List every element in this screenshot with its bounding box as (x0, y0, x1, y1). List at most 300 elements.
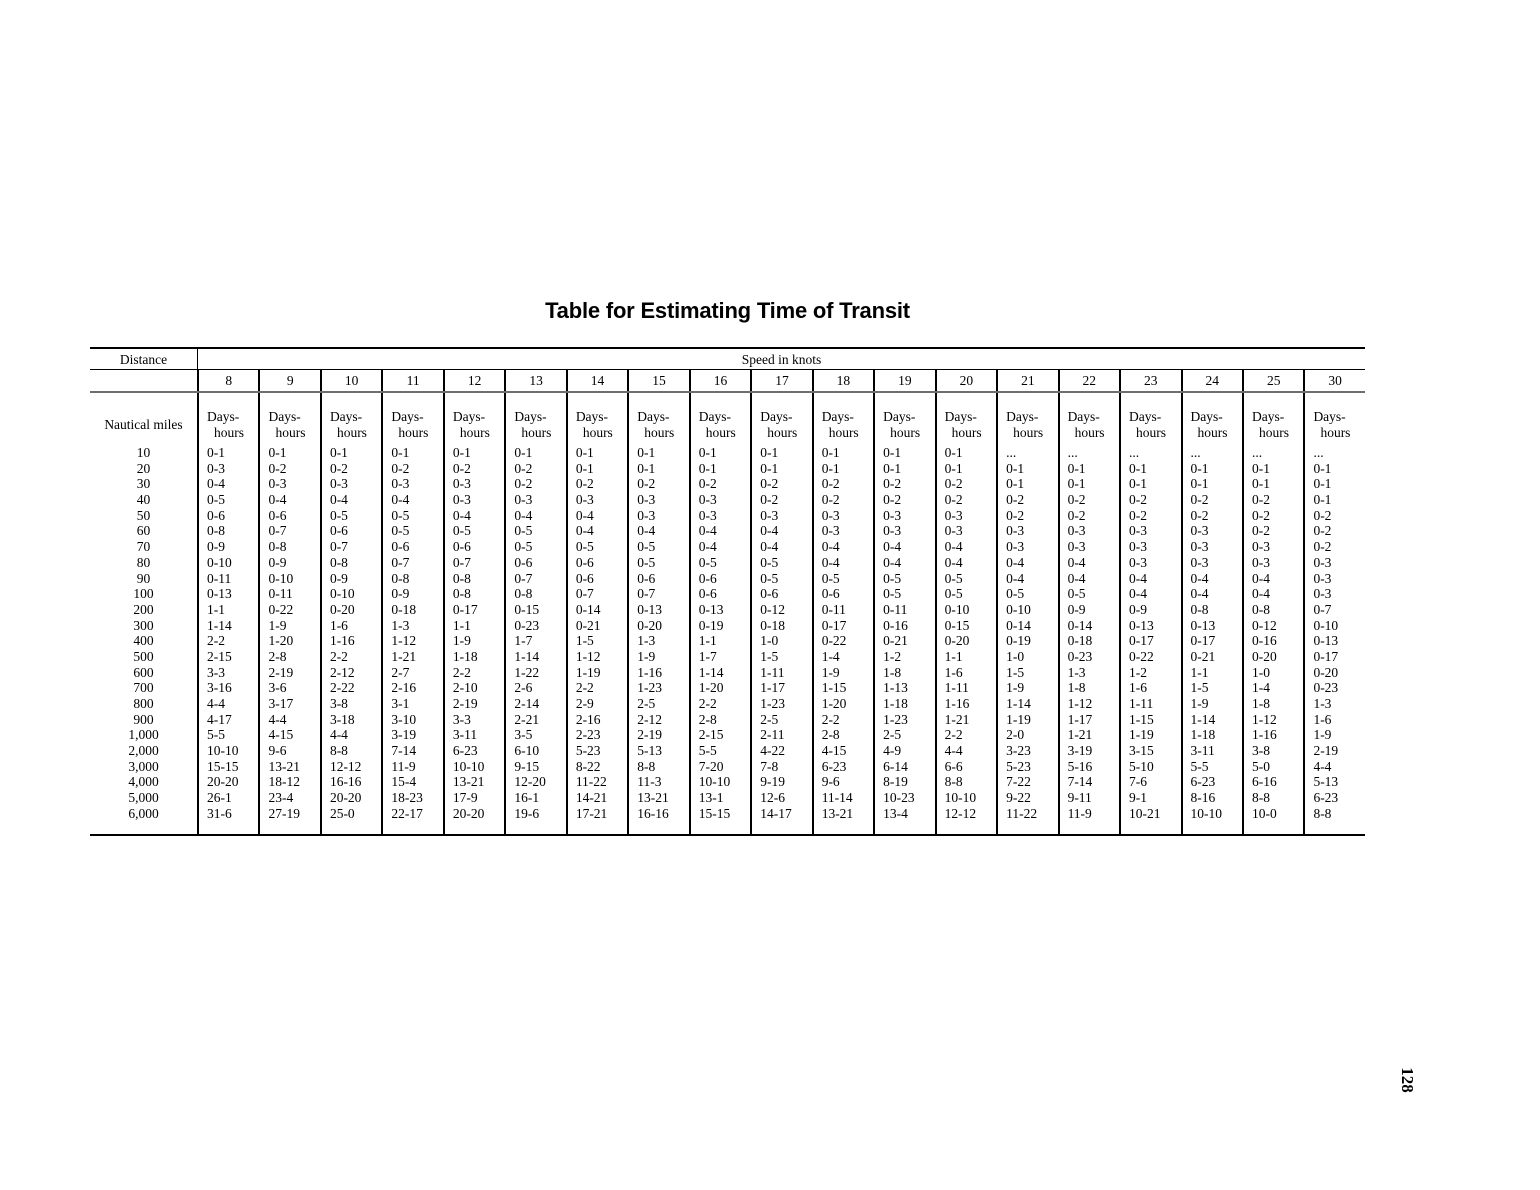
distance-row-label: 100 (133, 586, 154, 602)
transit-time-cell: 2-8 (268, 648, 287, 664)
transit-time-cell: 10-10 (207, 743, 239, 759)
transit-time-cell: 2-2 (698, 696, 717, 711)
distance-row-label: 20 (136, 460, 151, 476)
transit-time-cell: 2-0 (1006, 727, 1025, 743)
transit-time-cell: 0-6 (698, 586, 717, 602)
distance-row-label: 500 (133, 648, 154, 664)
transit-time-cell: 1-9 (637, 648, 656, 664)
table-header-row (90, 347, 1365, 370)
speed-column (1058, 393, 1119, 834)
transit-time-cell: 10-10 (698, 774, 731, 790)
transit-time-cell: 0-8 (1251, 601, 1270, 617)
distance-row-label: 900 (133, 711, 154, 727)
transit-time-cell: 0-5 (637, 554, 656, 570)
transit-time-cell: 2-14 (514, 696, 540, 711)
transit-time-cell: 0-20 (1313, 664, 1339, 680)
transit-time-cell: 0-2 (944, 476, 963, 492)
transit-time-cell: 11-22 (575, 774, 607, 790)
speed-column-header: 15 (627, 370, 688, 391)
transit-time-cell: 0-23 (514, 617, 540, 633)
transit-time-cell: 0-5 (391, 523, 410, 539)
transit-time-cell: 0-23 (1067, 648, 1093, 664)
page-title: Table for Estimating Time of Transit (545, 298, 910, 323)
transit-time-cell: 3-1 (391, 696, 410, 711)
transit-time-cell: 0-1 (698, 445, 717, 460)
transit-time-cell: 4-4 (268, 711, 287, 727)
transit-time-cell: 2-2 (821, 711, 840, 727)
days-label: Days- (514, 409, 547, 424)
speed-column (381, 393, 442, 834)
transit-time-cell: 0-14 (575, 601, 601, 617)
distance-row-label: 80 (136, 554, 151, 570)
transit-time-cell: 0-7 (268, 523, 287, 539)
transit-time-cell: 0-4 (1067, 570, 1086, 586)
transit-time-cell: 0-3 (1067, 523, 1086, 539)
transit-time-cell: 0-1 (760, 445, 779, 460)
speed-column (1119, 393, 1180, 834)
transit-time-cell: 6-6 (944, 758, 963, 774)
transit-time-cell: 10-0 (1251, 805, 1277, 821)
transit-time-cell: 0-1 (944, 460, 963, 476)
transit-time-cell: 2-19 (1313, 743, 1339, 759)
transit-time-cell: 0-1 (883, 460, 902, 476)
transit-time-cell: 0-2 (883, 476, 902, 492)
transit-time-cell: 3-18 (329, 711, 355, 727)
days-label: Days- (207, 409, 240, 424)
transit-time-cell: 0-17 (821, 617, 847, 633)
days-label: Days- (944, 409, 977, 424)
transit-time-cell: 0-12 (760, 601, 785, 617)
transit-time-cell: 8-8 (944, 774, 963, 790)
transit-time-cell: 0-5 (944, 570, 963, 586)
transit-time-cell: 0-3 (452, 476, 471, 492)
speed-column (1181, 393, 1242, 834)
transit-time-cell: 0-2 (514, 476, 533, 492)
days-label: Days- (1129, 409, 1162, 424)
transit-time-cell: 13-4 (883, 805, 908, 821)
transit-time-cell: 9-6 (821, 774, 840, 790)
transit-time-cell: 3-8 (1251, 743, 1270, 759)
transit-time-cell: 0-3 (1067, 539, 1086, 555)
transit-time-cell: 0-11 (207, 570, 232, 586)
transit-time-cell: 5-5 (1190, 758, 1209, 774)
transit-time-cell: 2-2 (207, 633, 225, 649)
transit-time-cell: 4-9 (883, 743, 902, 759)
transit-time-cell: 0-16 (1251, 633, 1277, 649)
distance-row-label: 90 (136, 570, 151, 586)
transit-time-cell: 0-21 (1190, 648, 1216, 664)
speed-in-knots-header: Speed in knots (197, 349, 1365, 369)
transit-time-cell: 2-2 (944, 727, 963, 743)
transit-time-cell: 0-3 (883, 523, 902, 539)
transit-time-cell: 6-23 (452, 743, 478, 759)
transit-time-cell: 6-23 (821, 758, 847, 774)
transit-time-cell: 1-21 (1067, 727, 1093, 743)
transit-time-cell: 1-3 (1313, 696, 1332, 711)
transit-time-cell: ... (1190, 445, 1201, 460)
days-label: Days- (452, 409, 486, 424)
transit-time-cell: 2-10 (452, 680, 478, 696)
speed-column-header: 17 (750, 370, 811, 391)
transit-time-cell: 1-12 (1251, 711, 1277, 727)
speed-column-header: 9 (258, 370, 319, 391)
speed-column (935, 393, 996, 834)
transit-time-cell: 1-0 (1251, 664, 1270, 680)
transit-time-cell: 0-1 (637, 445, 656, 460)
transit-time-cell: 0-1 (391, 445, 410, 460)
transit-time-cell: 16-16 (637, 805, 669, 821)
transit-time-cell: 3-10 (391, 711, 417, 727)
transit-time-cell: 10-10 (944, 790, 977, 806)
speed-column (689, 393, 750, 834)
speed-column (258, 393, 319, 834)
transit-time-cell: 0-4 (698, 539, 717, 555)
transit-time-cell: 0-2 (883, 492, 902, 508)
transit-time-cell: 0-2 (821, 492, 840, 508)
transit-time-cell: 0-3 (1251, 554, 1270, 570)
transit-time-cell: 0-1 (1129, 460, 1148, 476)
transit-time-cell: 1-0 (1006, 648, 1025, 664)
transit-time-cell: 1-1 (944, 648, 963, 664)
transit-time-cell: 1-15 (821, 680, 847, 696)
transit-time-cell: 18-12 (268, 774, 300, 790)
hours-label: hours (1258, 424, 1289, 440)
speed-column (197, 393, 258, 834)
speed-column (812, 393, 873, 834)
transit-time-cell: 0-17 (1190, 633, 1216, 649)
transit-time-cell: 0-2 (1313, 523, 1332, 539)
hours-label: hours (336, 424, 367, 440)
transit-time-cell: 0-3 (698, 492, 717, 508)
transit-time-cell: 0-2 (452, 460, 471, 476)
transit-time-cell: 1-5 (1190, 680, 1209, 696)
transit-time-cell: 4-4 (329, 727, 348, 743)
transit-time-cell: 8-8 (1313, 805, 1332, 821)
transit-time-cell: 0-1 (1190, 476, 1209, 492)
transit-time-cell: 0-13 (1190, 617, 1216, 633)
transit-time-cell: 3-17 (268, 696, 294, 711)
transit-time-cell: 0-6 (760, 586, 779, 602)
hours-label: hours (1074, 424, 1105, 440)
transit-time-cell: 0-5 (821, 570, 840, 586)
transit-time-cell: 26-1 (207, 790, 232, 806)
transit-time-cell: 0-1 (1251, 476, 1270, 492)
transit-time-cell: 1-3 (391, 617, 410, 633)
transit-time-cell: 5-16 (1067, 758, 1093, 774)
transit-time-cell: 1-20 (821, 696, 847, 711)
speed-column-header: 18 (812, 370, 873, 391)
transit-time-cell: 1-14 (698, 664, 724, 680)
transit-time-cell: 8-22 (575, 758, 601, 774)
transit-time-cell: 1-19 (1006, 711, 1031, 727)
transit-time-cell: 8-8 (329, 743, 348, 759)
hours-label: hours (1013, 424, 1044, 440)
transit-time-cell: 0-9 (1129, 601, 1148, 617)
transit-time-cell: 0-20 (1251, 648, 1277, 664)
days-label: Days- (329, 409, 363, 424)
transit-time-cell: 11-9 (1067, 805, 1092, 821)
transit-time-cell: 9-6 (268, 743, 287, 759)
transit-time-cell: 0-6 (575, 554, 594, 570)
transit-time-cell: 0-3 (207, 460, 225, 476)
transit-time-cell: 1-5 (1006, 664, 1025, 680)
transit-time-cell: 3-19 (1067, 743, 1093, 759)
transit-time-cell: 3-16 (207, 680, 232, 696)
transit-time-cell: 2-15 (207, 648, 232, 664)
transit-time-cell: 0-4 (821, 554, 840, 570)
transit-time-cell: 0-5 (883, 570, 902, 586)
transit-time-cell: 0-2 (1067, 507, 1086, 523)
transit-time-cell: 0-15 (514, 601, 540, 617)
transit-time-cell: 2-5 (883, 727, 902, 743)
transit-time-cell: 0-4 (760, 523, 779, 539)
transit-time-cell: 0-8 (268, 539, 287, 555)
transit-time-cell: 0-19 (1006, 633, 1031, 649)
transit-time-cell: 0-22 (268, 601, 294, 617)
transit-time-cell: 0-20 (329, 601, 355, 617)
transit-time-cell: 0-4 (452, 507, 471, 523)
transit-time-cell: 0-3 (1251, 539, 1270, 555)
transit-time-cell: 1-7 (514, 633, 533, 649)
distance-column (90, 393, 197, 834)
transit-time-cell: 0-4 (1006, 570, 1025, 586)
transit-time-cell: 0-2 (268, 460, 287, 476)
transit-time-cell: 1-15 (1129, 711, 1154, 727)
days-label: Days- (821, 409, 854, 424)
transit-time-cell: 1-23 (637, 680, 663, 696)
transit-time-cell: 0-4 (1129, 570, 1148, 586)
transit-time-cell: 0-4 (329, 492, 348, 508)
transit-time-cell: 0-9 (391, 586, 410, 602)
transit-time-cell: 0-2 (1190, 492, 1209, 508)
transit-time-cell: 0-4 (1251, 586, 1270, 602)
transit-time-cell: 0-2 (1129, 492, 1148, 508)
transit-time-cell: 4-4 (944, 743, 963, 759)
distance-row-label: 40 (136, 492, 151, 508)
speed-column-header: 13 (504, 370, 565, 391)
distance-row-label: 1,000 (128, 727, 159, 743)
transit-time-cell: 2-7 (391, 664, 410, 680)
transit-time-cell: 0-3 (821, 507, 840, 523)
days-label: Days- (1067, 409, 1100, 424)
transit-time-cell: 0-14 (1006, 617, 1031, 633)
transit-time-cell: 13-21 (268, 758, 300, 774)
speed-column (443, 393, 504, 834)
transit-time-cell: 10-23 (883, 790, 915, 806)
hours-label: hours (521, 424, 552, 440)
distance-row-label: 3,000 (128, 758, 159, 774)
speed-column-header: 16 (689, 370, 750, 391)
transit-time-cell: 3-3 (207, 664, 225, 680)
speed-column (627, 393, 688, 834)
hours-label: hours (767, 424, 798, 440)
transit-time-cell: 1-7 (698, 648, 717, 664)
transit-time-cell: 3-11 (1190, 743, 1215, 759)
transit-time-cell: 1-17 (760, 680, 785, 696)
hours-label: hours (214, 424, 244, 440)
transit-time-cell: 1-14 (207, 617, 232, 633)
transit-time-cell: 0-1 (1313, 460, 1332, 476)
speed-number-row (90, 370, 1365, 393)
transit-time-cell: ... (1313, 445, 1324, 460)
transit-time-cell: 1-1 (452, 617, 471, 633)
transit-time-cell: 0-4 (944, 539, 963, 555)
distance-row-label: 400 (133, 633, 154, 649)
transit-time-cell: 16-1 (514, 790, 540, 806)
distance-row-label: 6,000 (128, 805, 159, 821)
hours-label: hours (644, 424, 675, 440)
transit-time-cell: 2-2 (452, 664, 471, 680)
transit-time-cell: 0-2 (391, 460, 410, 476)
transit-time-cell: 1-18 (883, 696, 908, 711)
transit-time-cell: 0-6 (391, 539, 410, 555)
transit-time-cell: 1-11 (760, 664, 785, 680)
transit-time-cell: 0-2 (760, 492, 779, 508)
transit-time-cell: 0-6 (637, 570, 656, 586)
transit-time-cell: 2-2 (575, 680, 594, 696)
transit-time-cell: 6-23 (1190, 774, 1216, 790)
speed-column (320, 393, 381, 834)
transit-time-cell: 1-9 (268, 617, 287, 633)
transit-time-cell: 1-18 (452, 648, 478, 664)
transit-time-cell: 0-1 (452, 445, 471, 460)
transit-time-cell: 4-15 (268, 727, 294, 743)
transit-time-cell: 4-22 (760, 743, 785, 759)
transit-time-cell: 0-2 (698, 476, 717, 492)
speed-column-header: 23 (1119, 370, 1180, 391)
transit-time-cell: 0-7 (514, 570, 533, 586)
transit-time-cell: 4-4 (207, 696, 225, 711)
transit-time-cell: 1-6 (944, 664, 963, 680)
transit-time-cell: 0-3 (1129, 523, 1148, 539)
transit-time-cell: 0-10 (207, 554, 232, 570)
transit-time-cell: 3-6 (268, 680, 287, 696)
transit-time-cell: 13-1 (698, 790, 724, 806)
transit-time-cell: 1-3 (637, 633, 656, 649)
transit-time-cell: 0-5 (698, 554, 717, 570)
transit-time-cell: 6-10 (514, 743, 540, 759)
transit-time-cell: 3-23 (1006, 743, 1031, 759)
transit-time-cell: 6-16 (1251, 774, 1277, 790)
transit-time-cell: 1-1 (698, 633, 717, 649)
transit-time-cell: 7-22 (1006, 774, 1031, 790)
transit-time-cell: 0-3 (329, 476, 348, 492)
days-label: Days- (1313, 409, 1346, 424)
transit-time-cell: 0-4 (1190, 570, 1209, 586)
distance-row-label: 4,000 (128, 774, 159, 790)
days-label: Days- (1190, 409, 1223, 424)
transit-time-cell: 0-3 (1129, 554, 1148, 570)
transit-time-cell: 0-2 (1006, 507, 1025, 523)
transit-time-cell: 0-7 (1313, 601, 1332, 617)
transit-time-cell: 0-7 (452, 554, 471, 570)
transit-time-cell: 0-2 (1313, 507, 1332, 523)
transit-time-cell: 1-14 (1006, 696, 1031, 711)
transit-time-cell: 17-21 (575, 805, 608, 821)
transit-time-cell: 2-11 (760, 727, 785, 743)
transit-time-cell: 1-22 (514, 664, 540, 680)
transit-time-cell: 13-21 (637, 790, 669, 806)
transit-time-cell: 0-15 (944, 617, 970, 633)
transit-time-cell: 0-5 (514, 539, 533, 555)
transit-time-cell: 7-14 (1067, 774, 1093, 790)
transit-time-cell: 0-5 (760, 570, 779, 586)
transit-time-cell: 0-4 (514, 507, 533, 523)
transit-time-cell: 2-23 (575, 727, 601, 743)
transit-time-cell: 1-8 (883, 664, 902, 680)
transit-time-cell: 0-17 (1129, 633, 1154, 649)
transit-time-cell: 2-12 (637, 711, 663, 727)
hours-label: hours (828, 424, 859, 440)
transit-time-cell: 0-5 (637, 539, 656, 555)
transit-time-cell: 10-10 (452, 758, 485, 774)
transit-time-cell: 2-8 (821, 727, 840, 743)
hours-label: hours (890, 424, 921, 440)
transit-time-cell: 0-1 (268, 445, 287, 460)
transit-time-cell: 0-3 (391, 476, 410, 492)
transit-time-cell: 0-22 (1129, 648, 1154, 664)
transit-time-cell: 0-1 (329, 445, 348, 460)
transit-time-cell: 0-5 (760, 554, 779, 570)
hours-label: hours (398, 424, 429, 440)
transit-time-cell: 15-4 (391, 774, 417, 790)
transit-time-cell: 0-12 (1251, 617, 1277, 633)
transit-time-cell: 17-9 (452, 790, 478, 806)
transit-time-cell: 4-15 (821, 743, 847, 759)
transit-time-cell: 0-1 (207, 445, 225, 460)
hours-label: hours (1136, 424, 1167, 440)
transit-time-cell: 0-9 (329, 570, 348, 586)
transit-time-cell: 0-13 (1129, 617, 1154, 633)
transit-time-cell: 9-19 (760, 774, 785, 790)
transit-time-cell: 12-6 (760, 790, 785, 806)
transit-time-cell: 4-4 (1313, 758, 1332, 774)
transit-time-cell: 1-9 (1313, 727, 1332, 743)
transit-time-cell: 0-13 (637, 601, 663, 617)
transit-time-cell: 7-14 (391, 743, 417, 759)
transit-time-cell: 27-19 (268, 805, 300, 821)
transit-time-cell: 2-5 (760, 711, 779, 727)
days-label: Days- (760, 409, 793, 424)
transit-time-cell: 7-20 (698, 758, 724, 774)
transit-time-cell: 0-4 (575, 523, 594, 539)
speed-column-header: 10 (320, 370, 381, 391)
transit-time-cell: 0-1 (575, 460, 594, 476)
transit-time-cell: 0-9 (268, 554, 287, 570)
transit-time-cell: 0-6 (268, 507, 287, 523)
transit-time-cell: 2-21 (514, 711, 540, 727)
transit-time-cell: 12-20 (514, 774, 546, 790)
transit-time-cell: 0-2 (514, 460, 533, 476)
transit-time-cell: 3-5 (514, 727, 533, 743)
transit-time-cell: 1-0 (760, 633, 779, 649)
transit-time-cell: 1-14 (1190, 711, 1216, 727)
speed-column-header: 20 (935, 370, 996, 391)
transit-time-cell: 1-20 (268, 633, 294, 649)
transit-time-cell: 0-4 (883, 554, 902, 570)
transit-time-cell: 0-3 (944, 523, 963, 539)
transit-time-cell: 3-3 (452, 711, 471, 727)
transit-time-cell: 1-19 (1129, 727, 1154, 743)
transit-time-cell: 2-6 (514, 680, 533, 696)
transit-time-cell: 1-8 (1251, 696, 1270, 711)
transit-time-cell: 0-6 (329, 523, 348, 539)
transit-time-cell: 1-19 (575, 664, 601, 680)
transit-time-cell: 5-0 (1251, 758, 1270, 774)
transit-time-cell: 0-4 (575, 507, 594, 523)
transit-time-cell: 0-4 (1006, 554, 1025, 570)
transit-time-cell: 1-12 (1067, 696, 1093, 711)
